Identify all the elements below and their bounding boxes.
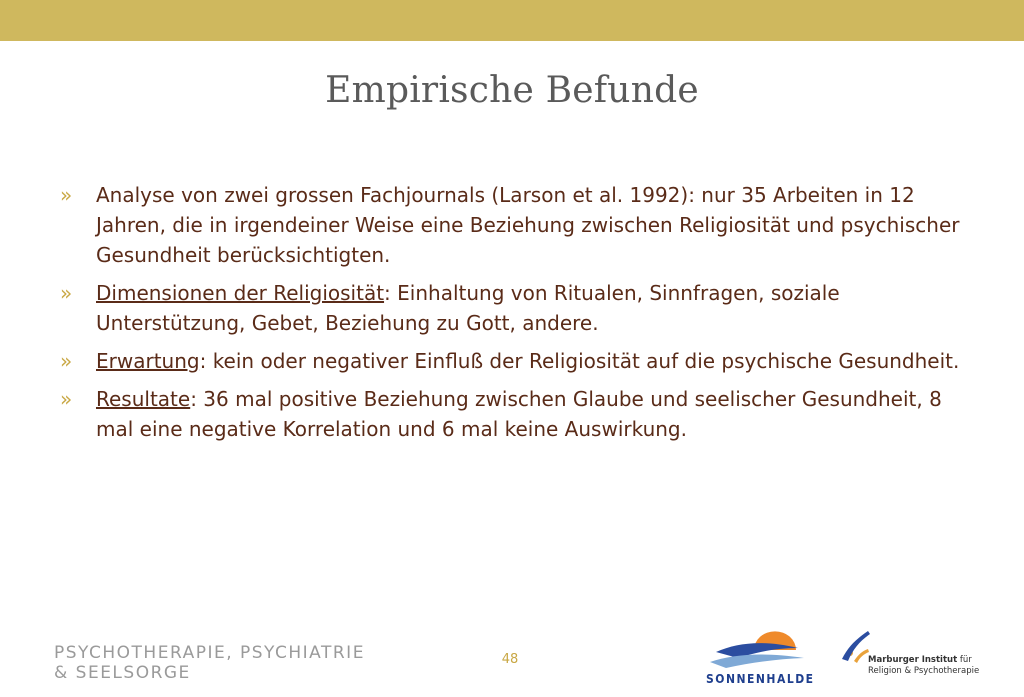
sonnenhalde-wordmark: SONNENHALDE	[706, 672, 815, 686]
bullet-marker: »	[60, 349, 73, 373]
bullet-text: : 36 mal positive Beziehung zwischen Glaube und seelischer Gesundheit, 8 mal eine negative Korrelation und 6 mal keine Auswirkung.	[96, 387, 942, 441]
bullet-marker: »	[60, 183, 73, 207]
bullet-item-dimensionen	[58, 278, 978, 338]
bullet-term: Erwartung	[96, 349, 200, 373]
bullet-marker: »	[60, 281, 73, 305]
footer-line-1: PSYCHOTHERAPIE, PSYCHIATRIE	[54, 643, 365, 663]
bullet-list	[58, 180, 978, 452]
top-accent-bar	[0, 0, 1024, 41]
footer-line-2: & SEELSORGE	[54, 663, 191, 683]
bullet-item-erwartung	[58, 346, 978, 376]
sonnenhalde-logo	[706, 628, 815, 686]
sun-waves-icon	[706, 628, 808, 672]
bullet-term: Dimensionen der Religiosität	[96, 281, 385, 305]
bullet-item-analyse	[58, 180, 978, 270]
marburger-line-2: Religion & Psychotherapie	[868, 666, 980, 676]
bullet-text: : Einhaltung von Ritualen, Sinnfragen, soziale Unterstützung, Gebet, Beziehung zu Gott, andere.	[96, 281, 840, 335]
page-number: 48	[501, 652, 519, 667]
marburger-institut-logo	[838, 625, 998, 685]
footer-text	[54, 643, 365, 683]
bullet-term: Resultate	[96, 387, 191, 411]
marburger-line-1: Marburger Institut für	[868, 655, 972, 665]
slide-title: Empirische Befunde	[325, 70, 699, 111]
bullet-text: Analyse von zwei grossen Fachjournals (Larson et al. 1992): nur 35 Arbeiten in 12 Jahren, die in irgendeiner Weise eine Beziehung zwischen Religiosität und psychischer Gesundheit berücksichtigten.	[96, 183, 960, 267]
bullet-marker: »	[60, 387, 73, 411]
bullet-item-resultate	[58, 384, 978, 444]
bullet-text: : kein oder negativer Einfluß der Religiosität auf die psychische Gesundheit.	[199, 349, 960, 373]
